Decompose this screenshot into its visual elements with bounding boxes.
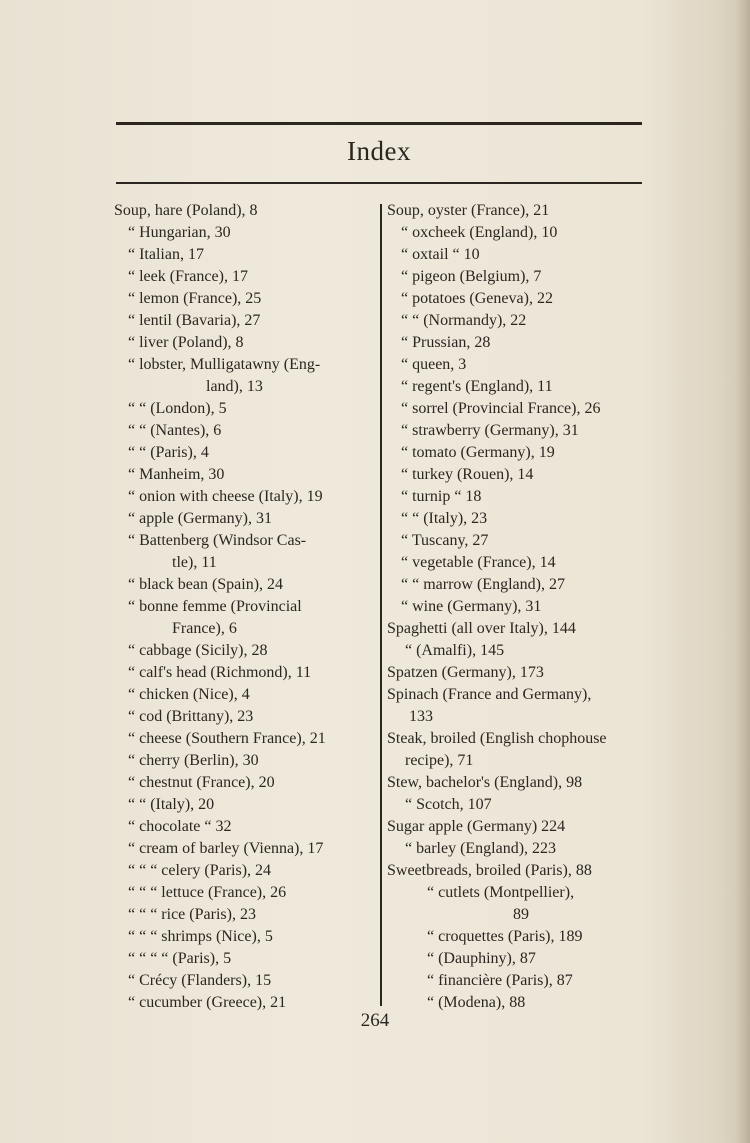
index-entry: “ Battenberg (Windsor Cas- xyxy=(128,532,307,549)
index-entry: “ oxcheek (England), 10 xyxy=(401,224,558,241)
index-entry: “ turnip “ 18 xyxy=(401,488,482,505)
index-entry: Stew, bachelor's (England), 98 xyxy=(387,774,583,791)
index-entry: recipe), 71 xyxy=(405,752,474,769)
index-entry: “ “ (London), 5 xyxy=(128,400,227,417)
index-entry: “ regent's (England), 11 xyxy=(401,378,553,395)
index-column-right xyxy=(387,200,645,1014)
index-entry: land), 13 xyxy=(206,378,263,395)
page-edge-shadow xyxy=(736,0,750,1143)
index-entry: “ lentil (Bavaria), 27 xyxy=(128,312,261,329)
index-entry: 89 xyxy=(513,906,529,923)
index-entry: “ “ “ “ (Paris), 5 xyxy=(128,950,232,967)
index-entry: “ (Modena), 88 xyxy=(427,994,526,1011)
index-entry: France), 6 xyxy=(172,620,237,637)
index-entry: “ strawberry (Germany), 31 xyxy=(401,422,579,439)
index-entry: Sweetbreads, broiled (Paris), 88 xyxy=(387,862,592,879)
page-title: Index xyxy=(347,136,411,166)
index-entry: “ cherry (Berlin), 30 xyxy=(128,752,259,769)
index-entry: “ Italian, 17 xyxy=(128,246,204,263)
index-entry: “ cabbage (Sicily), 28 xyxy=(128,642,268,659)
index-entry: “ “ (Nantes), 6 xyxy=(128,422,222,439)
index-entry: “ liver (Poland), 8 xyxy=(128,334,244,351)
bottom-rule xyxy=(116,182,642,184)
index-entry: “ vegetable (France), 14 xyxy=(401,554,556,571)
index-entry: “ lemon (France), 25 xyxy=(128,290,262,307)
index-entry: “ “ (Normandy), 22 xyxy=(401,312,527,329)
index-entry: “ oxtail “ 10 xyxy=(401,246,480,263)
index-entry: “ chocolate “ 32 xyxy=(128,818,232,835)
index-column-left xyxy=(114,200,376,1014)
index-entry: “ croquettes (Paris), 189 xyxy=(427,928,583,945)
index-entry: Steak, broiled (English chophouse xyxy=(387,730,607,747)
index-entry: “ cheese (Southern France), 21 xyxy=(128,730,326,747)
index-entry: “ financière (Paris), 87 xyxy=(427,972,573,989)
index-entry: “ potatoes (Geneva), 22 xyxy=(401,290,553,307)
index-entry: Spatzen (Germany), 173 xyxy=(387,664,544,681)
index-entry: “ Hungarian, 30 xyxy=(128,224,231,241)
index-entry: Spaghetti (all over Italy), 144 xyxy=(387,620,576,637)
index-entry: “ wine (Germany), 31 xyxy=(401,598,542,615)
index-entry: 133 xyxy=(409,708,433,725)
index-entry: “ sorrel (Provincial France), 26 xyxy=(401,400,601,417)
index-entry: “ chicken (Nice), 4 xyxy=(128,686,250,703)
index-entry: “ Crécy (Flanders), 15 xyxy=(128,972,272,989)
index-entry: “ chestnut (France), 20 xyxy=(128,774,275,791)
index-entry: “ (Amalfi), 145 xyxy=(405,642,505,659)
index-entry: “ “ “ celery (Paris), 24 xyxy=(128,862,272,879)
index-entry: “ pigeon (Belgium), 7 xyxy=(401,268,542,285)
index-entry: “ onion with cheese (Italy), 19 xyxy=(128,488,323,505)
index-entry: “ black bean (Spain), 24 xyxy=(128,576,284,593)
index-entry: “ cutlets (Montpellier), xyxy=(427,884,575,901)
index-entry: “ “ “ shrimps (Nice), 5 xyxy=(128,928,273,945)
index-entry: Soup, hare (Poland), 8 xyxy=(114,202,258,219)
index-entry: “ “ (Paris), 4 xyxy=(128,444,209,461)
index-entry: “ cream of barley (Vienna), 17 xyxy=(128,840,324,857)
index-entry: “ calf's head (Richmond), 11 xyxy=(128,664,312,681)
index-entry: “ lobster, Mulligatawny (Eng- xyxy=(128,356,321,373)
index-entry: “ bonne femme (Provincial xyxy=(128,598,302,615)
page-number: 264 xyxy=(360,1010,390,1031)
top-rule xyxy=(116,122,642,125)
index-entry: Spinach (France and Germany), xyxy=(387,686,592,703)
index-entry: “ cucumber (Greece), 21 xyxy=(128,994,287,1011)
index-entry: “ queen, 3 xyxy=(401,356,467,373)
index-entry: “ leek (France), 17 xyxy=(128,268,248,285)
index-entry: “ Manheim, 30 xyxy=(128,466,225,483)
index-entry: Sugar apple (Germany) 224 xyxy=(387,818,566,835)
index-entry: “ Tuscany, 27 xyxy=(401,532,489,549)
index-entry: Soup, oyster (France), 21 xyxy=(387,202,550,219)
index-entry: “ “ (Italy), 23 xyxy=(401,510,488,527)
column-divider xyxy=(380,204,382,1006)
index-entry: “ “ (Italy), 20 xyxy=(128,796,215,813)
index-entry: “ Prussian, 28 xyxy=(401,334,491,351)
index-entry: “ “ “ rice (Paris), 23 xyxy=(128,906,256,923)
index-entry: “ barley (England), 223 xyxy=(405,840,557,857)
index-entry: “ “ marrow (England), 27 xyxy=(401,576,565,593)
index-entry: “ Scotch, 107 xyxy=(405,796,492,813)
index-entry: “ turkey (Rouen), 14 xyxy=(401,466,534,483)
index-entry: “ apple (Germany), 31 xyxy=(128,510,272,527)
index-entry: “ (Dauphiny), 87 xyxy=(427,950,536,967)
index-entry: “ “ “ lettuce (France), 26 xyxy=(128,884,287,901)
index-entry: “ cod (Brittany), 23 xyxy=(128,708,254,725)
index-entry: “ tomato (Germany), 19 xyxy=(401,444,555,461)
index-entry: tle), 11 xyxy=(172,554,217,571)
